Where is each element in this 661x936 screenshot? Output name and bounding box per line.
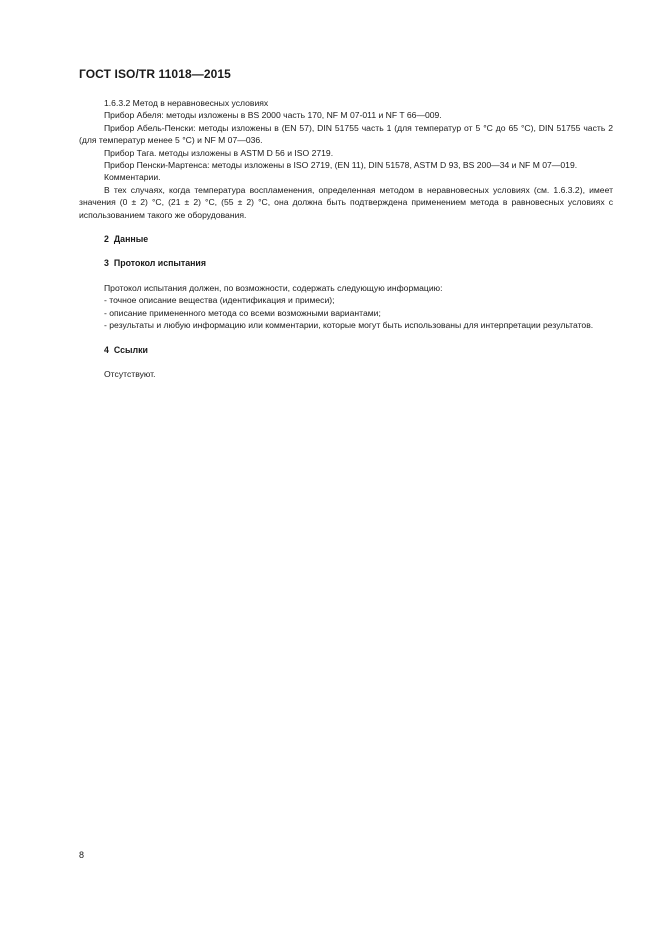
spacer bbox=[79, 245, 613, 257]
document-header-title: ГОСТ ISO/TR 11018—2015 bbox=[79, 67, 231, 81]
spacer bbox=[79, 332, 613, 344]
section-heading-test-report bbox=[79, 257, 613, 269]
paragraph-abel: Прибор Абеля: методы изложены в BS 2000 часть 170, NF M 07-011 и NF T 66—009. bbox=[104, 110, 442, 121]
paragraph-report-intro: Протокол испытания должен, по возможности, содержать следующую информацию: bbox=[104, 282, 443, 293]
document-body bbox=[79, 97, 613, 380]
section-number: 4 bbox=[104, 344, 109, 355]
paragraph-references: Отсутствуют. bbox=[104, 368, 156, 379]
list-item: - результаты и любую информацию или комментарии, которые могут быть использованы для интерпретации результатов. bbox=[104, 320, 594, 331]
spacer bbox=[79, 221, 613, 233]
paragraph-comments: В тех случаях, когда температура воспламенения, определенная методом в неравновесных условиях (см. 1.6.3.2), имеет значения (0 ± 2) °С, (21 ± 2) °С, (55 ± 2) °С, она должна быть подтверждена применением метода в равновесных условиях с использованием такого же оборудования. bbox=[79, 184, 613, 220]
paragraph-comments-label: Комментарии. bbox=[104, 172, 161, 183]
paragraph-pensky-martens: Прибор Пенски-Мартенса: методы изложены в ISO 2719, (EN 11), DIN 51578, ASTM D 93, BS 200—34 и NF M 07—019. bbox=[104, 160, 578, 171]
section-number: 3 bbox=[104, 258, 109, 269]
paragraph-abel-pensky: Прибор Абель-Пенски: методы изложены в (EN 57), DIN 51755 часть 1 (для температур от 5 °С до 65 °С), DIN 51755 часть 2 (для температур менее 5 °С) и NF M 07—036. bbox=[79, 122, 613, 146]
spacer bbox=[79, 270, 613, 282]
paragraph-tag: Прибор Тага. методы изложены в ASTM D 56 и ISO 2719. bbox=[104, 147, 334, 158]
subsection-title: 1.6.3.2 Метод в неравновесных условиях bbox=[104, 98, 269, 108]
list-item: - точное описание вещества (идентификация и примеси); bbox=[104, 295, 335, 306]
page-number: 8 bbox=[79, 850, 85, 860]
section-title: Ссылки bbox=[113, 344, 148, 355]
section-title: Данные bbox=[113, 234, 149, 245]
section-title: Протокол испытания bbox=[113, 258, 206, 269]
list-item: - описание примененного метода со всеми возможными вариантами; bbox=[104, 307, 381, 318]
section-number: 2 bbox=[104, 234, 109, 245]
section-heading-data bbox=[79, 233, 613, 245]
section-heading-references bbox=[79, 344, 613, 356]
spacer bbox=[79, 356, 613, 368]
